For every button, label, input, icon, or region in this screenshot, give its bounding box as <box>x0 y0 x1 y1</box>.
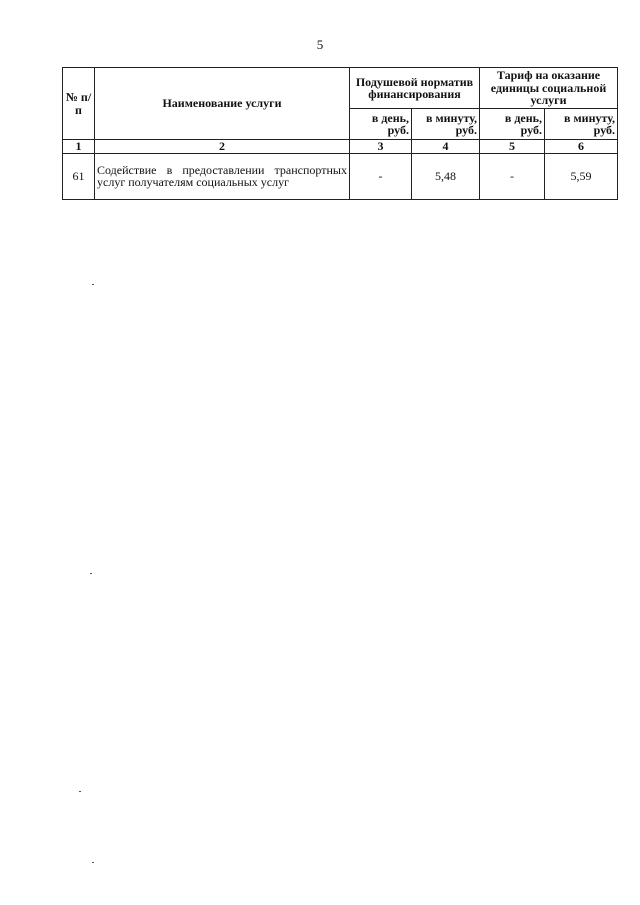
scan-speck <box>79 791 81 792</box>
header-tariff-group: Тариф на оказание единицы социальной услуги <box>480 68 618 109</box>
column-number: 2 <box>95 140 350 154</box>
column-number: 1 <box>63 140 95 154</box>
header-norm-group: Подушевой норматив финансирования <box>350 68 480 109</box>
page-number: 5 <box>316 37 324 52</box>
table-row <box>63 153 618 199</box>
service-name: Содействие в предоставлении транспортных услуг получателям социальных услуг <box>95 153 350 199</box>
scan-speck <box>92 862 94 863</box>
header-tariff-per-minute: в минуту, руб. <box>545 109 618 140</box>
column-number: 5 <box>480 140 545 154</box>
column-number: 3 <box>350 140 412 154</box>
header-num: № п/п <box>63 68 95 140</box>
header-norm-per-minute: в минуту, руб. <box>412 109 480 140</box>
row-number: 61 <box>63 153 95 199</box>
header-norm-per-day: в день, руб. <box>350 109 412 140</box>
tariff-table <box>62 67 618 200</box>
header-row <box>63 68 618 109</box>
scan-speck <box>92 284 94 285</box>
column-number: 4 <box>412 140 480 154</box>
scan-speck <box>90 573 92 574</box>
tariff-per-minute-value: 5,59 <box>545 153 618 199</box>
tariff-per-day-value: - <box>480 153 545 199</box>
column-number: 6 <box>545 140 618 154</box>
column-number-row <box>63 140 618 154</box>
norm-per-day-value: - <box>350 153 412 199</box>
header-tariff-per-day: в день, руб. <box>480 109 545 140</box>
header-service-name: Наименование услуги <box>95 68 350 140</box>
norm-per-minute-value: 5,48 <box>412 153 480 199</box>
